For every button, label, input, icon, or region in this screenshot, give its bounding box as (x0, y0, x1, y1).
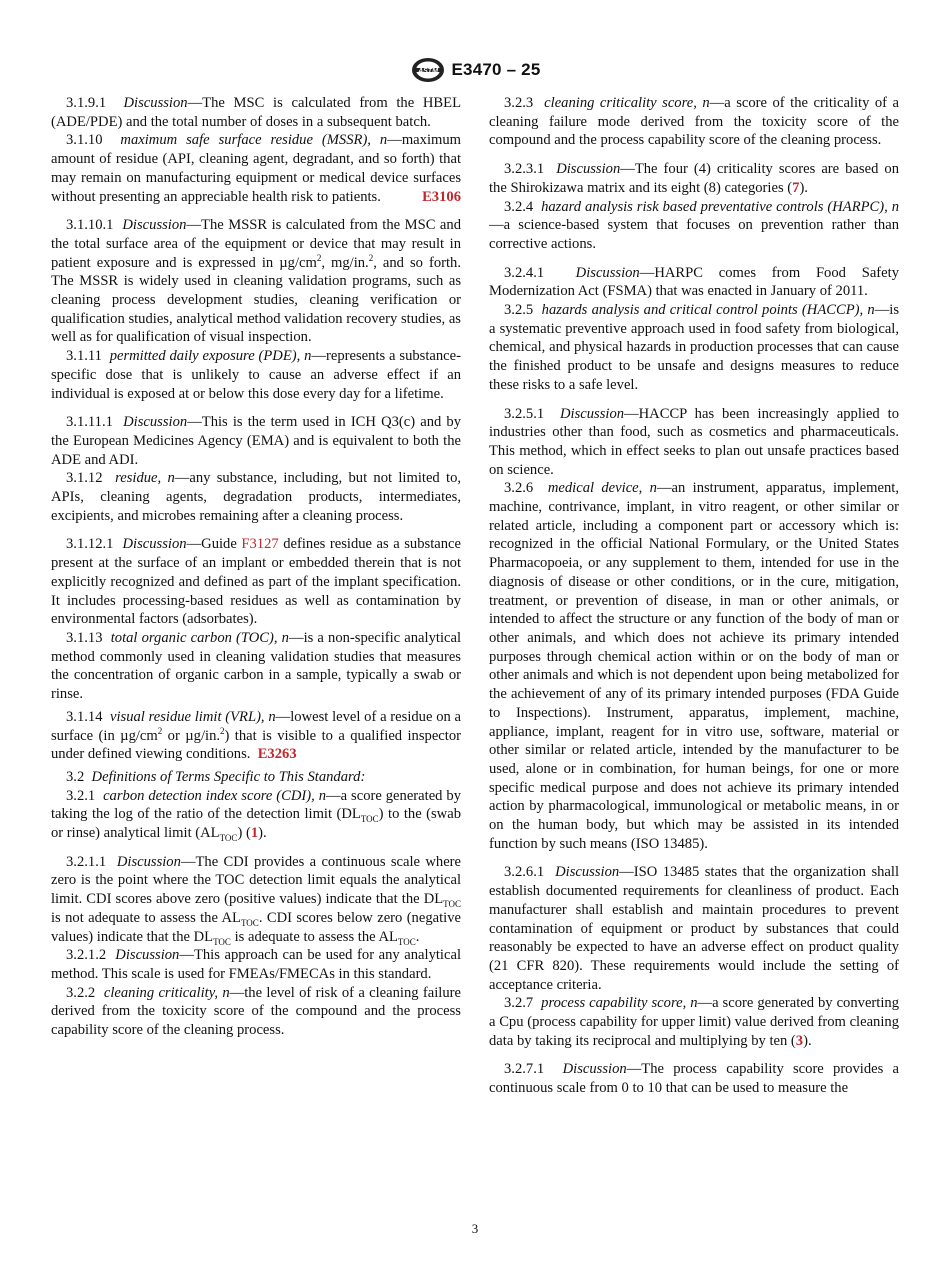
paragraph-3-2-6-1 (489, 863, 899, 994)
paragraph-3-1-10-1 (51, 216, 461, 347)
superscript: 2 (157, 725, 163, 736)
paragraph-text: defines residue as a substance present at the surface of an implant or embedded therein that is not explicitly recognized and defined as part of the implant specification. It includes processing-based residues as well as contamination by environmental factors (adsorbates). (51, 536, 461, 628)
superscript: 2 (368, 252, 374, 263)
paragraph-3-2-3 (489, 94, 899, 150)
paragraph-3-2-4 (489, 198, 899, 254)
paragraph-3-2-4-1 (489, 264, 899, 301)
discussion-label: Discussion (122, 536, 187, 553)
paragraph-3-2-1 (51, 787, 461, 843)
section-number: 3.2.4.1 (504, 264, 545, 281)
subscript: TOC (360, 814, 379, 825)
right-column (489, 94, 899, 1098)
section-number: 3.2.3 (504, 95, 534, 111)
left-column (51, 94, 461, 1040)
superscript: 2 (220, 725, 225, 736)
discussion-label: Discussion (116, 853, 181, 870)
superscript: 2 (316, 252, 322, 263)
section-number: 3.2.6 (504, 480, 534, 497)
section-number: 3.2.5 (504, 302, 534, 319)
term-name: visual residue limit (VRL), n (109, 708, 276, 725)
paragraph-3-1-9-1 (51, 94, 461, 131)
paragraph-text: —This approach can be used for any analytical method. This scale is used for FMEAs/FMECAs in this standard. (51, 947, 461, 982)
section-number: 3.2.5.1 (504, 405, 545, 422)
section-number: 3.2.7.1 (504, 1061, 545, 1078)
standard-reference-link[interactable]: E3263 (257, 746, 297, 763)
paragraph-text: —is a systematic preventive approach used in food safety from biological, chemical, and physical hazards in production processes that can cause the finished product to be unsafe and designs measures to reduce these risks to a safe level. (489, 302, 900, 393)
section-number: 3.2.7 (504, 995, 534, 1012)
discussion-label: Discussion (123, 414, 188, 431)
section-number: 3.2.4 (504, 198, 534, 215)
paragraph-text: —a score generated by taking the log of the ratio of the detection limit (DL (51, 787, 462, 823)
paragraph-text: ). (799, 179, 808, 196)
term-name: cleaning criticality score, n (544, 95, 710, 111)
term-name: medical device, n (547, 480, 657, 497)
paragraph-3-2-7 (489, 994, 899, 1050)
paragraph-text: —is a non-specific analytical method commonly used in cleaning validation studies that measures the concentration of organic carbon in a sample, typically a swab or rinse. (51, 630, 462, 703)
standard-reference-link[interactable]: F3127 (241, 536, 279, 553)
paragraph-text: is adequate to assess the AL (230, 928, 398, 945)
section-number: 3.1.9.1 (66, 95, 107, 111)
section-number: 3.2.1.2 (66, 947, 107, 964)
subscript: TOC (443, 899, 461, 910)
term-name: hazard analysis risk based preventative controls (HARPC), n (541, 198, 900, 215)
svg-text:ASTM: ASTM (417, 68, 438, 75)
term-name: cleaning criticality, n (103, 984, 230, 1001)
discussion-label: Discussion (575, 264, 640, 281)
paragraph-text: is not adequate to assess the AL (51, 909, 241, 926)
subscript: TOC (213, 936, 231, 947)
paragraph-text: —an instrument, apparatus, implement, machine, contrivance, implant, in vitro reagent, or other similar or related article, including a component part or accessory which is: recognized in the official National Formulary, or the United States Pharmacopoeia, or any supplement to them, intended for use in the diagnosis of disease or other conditions, or in the cure, mitigation, treatment, or prevention of disease, in man or other animals, or intended to affect the structure or any function of the body of man or other animals, and which does not achieve its primary intended purposes through chemical action within or on the body of man or other animals and which is not dependent upon being metabolized for the achievement of any of its primary intended purposes (FDA Guide to Inspections). Instrument, apparatus, implement, machine, appliance, implant, reagent for in vitro use, software, material or other similar or related article, intended by the manufacturer to be used, alone or in combination, for human beings, for one or more specific medical purpose and does not achieve its primary intended action by pharmacological, immunological or metabolic means, in or on the human body, but which may be assisted in its intended function by such means (ISO 13485). (489, 480, 900, 852)
discussion-label: Discussion (559, 405, 625, 422)
paragraph-3-1-10 (51, 131, 461, 206)
paragraph-3-1-13 (51, 629, 461, 704)
section-number: 3.1.10 (66, 132, 103, 149)
standard-reference-link[interactable]: E3106 (422, 188, 461, 205)
paragraph-text: . CDI scores below zero (negative values) indicate that the DL (51, 909, 461, 945)
paragraph-3-2-2 (51, 984, 461, 1040)
paragraph-3-1-12-1 (51, 535, 461, 629)
section-number: 3.1.12.1 (66, 536, 114, 553)
paragraph-text: —a science-based system that focuses on prevention rather than corrective actions. (489, 217, 899, 252)
term-name: permitted daily exposure (PDE), n (109, 348, 312, 365)
section-number: 3.2.1 (66, 787, 96, 804)
term-name: residue, n (115, 470, 175, 487)
term-name: hazards analysis and critical control points (HACCP), n (541, 302, 875, 319)
paragraph-3-2-1-2 (51, 946, 461, 983)
section-number: 3.1.11 (66, 348, 102, 365)
subscript: TOC (397, 936, 416, 947)
page-number: 3 (471, 1221, 479, 1236)
paragraph-3-2-7-1 (489, 1060, 899, 1097)
document-designation: E3470 – 25 (451, 60, 541, 79)
section-number: 3.2.3.1 (504, 161, 545, 178)
term-name: process capability score, n (541, 995, 698, 1012)
term-name: carbon detection index score (CDI), n (103, 787, 327, 804)
paragraph-3-2 (51, 768, 461, 787)
citation-link[interactable]: 3 (795, 1032, 804, 1049)
paragraph-text: . (415, 928, 420, 945)
paragraph-3-2-5-1 (489, 405, 899, 480)
citation-link[interactable]: 1 (250, 825, 259, 842)
citation-link[interactable]: 7 (792, 179, 800, 196)
section-number: 3.2 (66, 768, 85, 785)
paragraph-3-1-14 (51, 708, 461, 764)
discussion-label: Discussion (555, 864, 620, 881)
paragraph-text: ) to the (swab or rinse) analytical limit (AL (51, 806, 461, 842)
section-number: 3.2.1.1 (66, 853, 107, 870)
discussion-label: Discussion (556, 161, 621, 178)
paragraph-text: ). (258, 825, 267, 842)
discussion-label: Discussion (123, 95, 188, 111)
paragraph-text: —the level of risk of a cleaning failure derived from the toxicity score of the compound and the process capability score of the cleaning process. (51, 984, 461, 1039)
term-name: total organic carbon (TOC), n (110, 630, 289, 646)
paragraph-3-2-5 (489, 301, 899, 395)
paragraph-text: , mg/in. (321, 254, 369, 271)
term-name: maximum safe surface residue (MSSR), n (120, 132, 388, 149)
paragraph-text: —a score of the criticality of a cleaning failure mode derived from the toxicity score of the compound and the process capability score of the cleaning process. (489, 95, 899, 149)
subscript: TOC (219, 832, 238, 843)
subscript: TOC (240, 917, 259, 928)
paragraph-text: or µg/in. (162, 727, 221, 744)
page-header (0, 57, 950, 83)
paragraph-3-1-11 (51, 347, 461, 403)
paragraph-3-1-11-1 (51, 413, 461, 469)
paragraph-3-1-12 (51, 469, 461, 525)
paragraph-text: ) ( (237, 825, 251, 842)
discussion-label: Discussion (562, 1061, 627, 1078)
paragraph-text: —any substance, including, but not limited to, APIs, cleaning agents, degradation products, intermediates, excipients, and microbes remaining after a cleaning process. (51, 470, 462, 524)
discussion-label: Discussion (122, 217, 187, 234)
section-heading: Definitions of Terms Specific to This Standard: (91, 768, 366, 785)
section-number: 3.1.12 (66, 470, 103, 487)
discussion-label: Discussion (115, 947, 180, 964)
paragraph-text: —maximum amount of residue (API, cleaning agent, degradant, and so forth) that may remain on manufacturing equipment or medical device surfaces without presenting an appreciable health risk to patients. (51, 132, 461, 205)
paragraph-text: —This is the term used in ICH Q3(c) and by the European Medicines Agency (EMA) and is equivalent to both the ADE and ADI. (51, 414, 461, 468)
paragraph-text: —The CDI provides a continuous scale where zero is the point where the TOC detection limit equals the analytical limit. CDI scores above zero (positive values) indicate that the DL (51, 853, 462, 908)
section-number: 3.1.10.1 (66, 217, 114, 234)
section-number: 3.2.6.1 (504, 864, 545, 881)
paragraph-text: —Guide (186, 536, 242, 553)
paragraph-text: —lowest level of a residue on a surface (in µg/cm (51, 708, 462, 744)
paragraph-text: ) that is visible to a qualified inspector under defined viewing conditions. (51, 727, 461, 763)
paragraph-3-2-6 (489, 479, 899, 853)
section-number: 3.1.13 (66, 630, 103, 646)
section-number: 3.1.11.1 (66, 414, 113, 431)
paragraph-text: , and so forth. The MSSR is widely used in cleaning validation programs, such as cleaning process development studies, cleaning verification or qualification studies, analytical method validation recovery studies, as well as for qualification of visual inspection. (51, 254, 461, 346)
astm-logo-icon (410, 57, 446, 83)
paragraph-text: —The process capability score provides a continuous scale from 0 to 10 that can be used to measure the (489, 1061, 899, 1097)
paragraph-text: —ISO 13485 states that the organization shall establish documented requirements for cleanliness of product. Each manufacturer shall establish and maintain procedures to prevent contamination of equipment or product by substances that could reasonably be expected to have an adverse effect on product quality (21 CFR 820). These requirements would include the setting of acceptance criteria. (489, 864, 900, 993)
paragraph-text: —The four (4) criticality scores are based on the Shirokizawa matrix and its eight (8) categories ( (489, 161, 900, 196)
paragraph-text: —The MSSR is calculated from the MSC and the total surface area of the equipment or device that may result in patient exposure and is expressed in µg/cm (51, 217, 461, 271)
paragraph-text: —The MSC is calculated from the HBEL (ADE/PDE) and the total number of doses in a subsequent batch. (51, 95, 461, 130)
section-number: 3.2.2 (66, 984, 96, 1001)
section-number: 3.1.14 (66, 708, 103, 725)
paragraph-text: —HACCP has been increasingly applied to industries other than food, such as cosmetics and pharmaceuticals. This method, which in effect seeks to plan out unsafe practices based on science. (489, 405, 899, 478)
paragraph-text: —a score generated by converting a Cpu (process capability for upper limit) value derived from cleaning data by taking its reciprocal and multiplying by ten ( (489, 995, 899, 1049)
paragraph-3-2-1-1 (51, 853, 461, 947)
paragraph-text: —HARPC comes from Food Safety Modernization Act (FSMA) that was enacted in January of 2011. (489, 264, 899, 300)
paragraph-3-2-3-1 (489, 160, 899, 197)
paragraph-text: —represents a substance-specific dose that is unlikely to cause an adverse effect if an individual is exposed at or below this dose every day for a lifetime. (51, 348, 461, 402)
paragraph-text: ). (803, 1032, 812, 1049)
